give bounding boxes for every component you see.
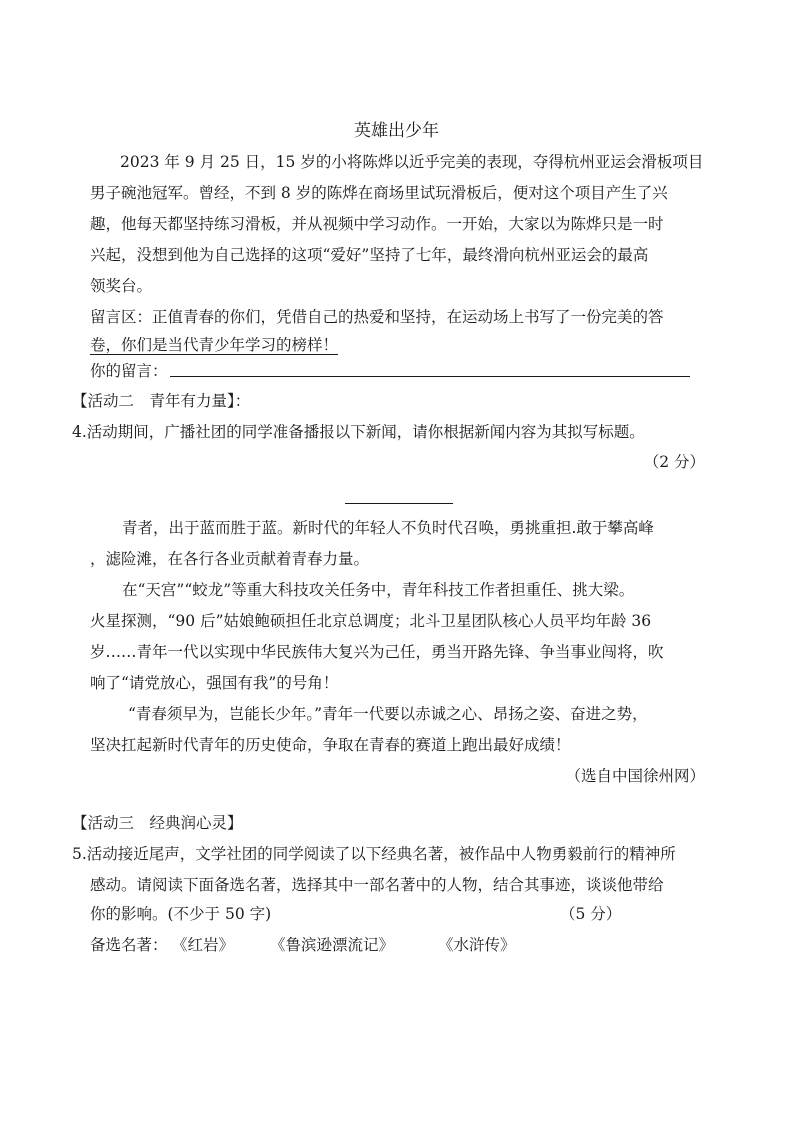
question-5-score: （5 分） xyxy=(560,905,622,923)
news-line-6: 响了“请党放心，强国有我”的号角！ xyxy=(90,674,339,692)
news-line-8: 坚决扛起新时代青年的历史使命，争取在青春的赛道上跑出最好成绩！ xyxy=(90,736,571,754)
news-line-4: 火星探测，“90 后”姑娘鲍硕担任北京总调度；北斗卫星团队核心人员平均年龄 36 xyxy=(90,612,652,630)
books-label: 备选名著： xyxy=(90,936,168,954)
story-line-3: 趣，他每天都坚持练习滑板，并从视频中学习动作。一开始，大家以为陈烨只是一时 xyxy=(90,215,664,233)
story-line-2: 男子碗池冠军。曾经，不到 8 岁的陈烨在商场里试玩滑板后，便对这个项目产生了兴 xyxy=(90,184,668,202)
your-message-label: 你的留言： xyxy=(90,362,168,380)
story-line-5: 领奖台。 xyxy=(90,277,153,295)
question-5-line-3: 你的影响。(不少于 50 字) xyxy=(90,905,272,923)
message-line-1: 留言区：正值青春的你们，凭借自己的热爱和坚持，在运动场上书写了一份完美的答 xyxy=(90,308,664,326)
news-title-answer-line[interactable] xyxy=(345,503,453,504)
story-line-4: 兴起，没想到他为自己选择的这项“爱好”坚持了七年，最终滑向杭州亚运会的最高 xyxy=(90,246,649,264)
question-4-score: （2 分） xyxy=(643,453,705,471)
book-hongyan: 《红岩》 xyxy=(172,936,235,954)
news-source: （选自中国徐州网） xyxy=(565,767,705,785)
activity3-heading: 【活动三 经典润心灵】 xyxy=(72,814,243,832)
news-line-1: 青者，出于蓝而胜于蓝。新时代的年轻人不负时代召唤，勇挑重担.敢于攀高峰 xyxy=(122,519,654,537)
news-line-3: 在“天宫”“蛟龙”等重大科技攻关任务中，青年科技工作者担重任、挑大梁。 xyxy=(122,581,635,599)
activity2-heading: 【活动二 青年有力量】： xyxy=(72,392,251,410)
news-line-7: “青春须早为，岂能长少年。”青年一代要以赤诚之心、昂扬之姿、奋进之势， xyxy=(128,705,648,723)
your-message-answer-line[interactable] xyxy=(170,376,690,377)
question-4-text: 4.活动期间，广播社团的同学准备播报以下新闻，请你根据新闻内容为其拟写标题。 xyxy=(72,423,645,441)
message-line-2: 卷，你们是当代青少年学习的榜样！ xyxy=(90,336,339,354)
news-line-2: ，滤险滩，在各行各业贡献着青春力量。 xyxy=(90,550,370,568)
question-5-line-1: 5.活动接近尾声，文学社团的同学阅读了以下经典名著，被作品中人物勇毅前行的精神所 xyxy=(72,845,676,863)
story-title: 英雄出少年 xyxy=(354,121,439,141)
news-line-5: 岁……青年一代以实现中华民族伟大复兴为己任，勇当开路先锋、争当事业闯将，吹 xyxy=(90,643,664,661)
book-water-margin: 《水浒传》 xyxy=(438,936,516,954)
question-5-line-2: 感动。请阅读下面备选名著，选择其中一部名著中的人物，结合其事迹，谈谈他带给 xyxy=(90,876,664,894)
story-line-1: 2023 年 9 月 25 日，15 岁的小将陈烨以近乎完美的表现，夺得杭州亚运会滑板项目 xyxy=(120,153,704,171)
book-robinson-crusoe: 《鲁滨逊漂流记》 xyxy=(270,936,395,954)
